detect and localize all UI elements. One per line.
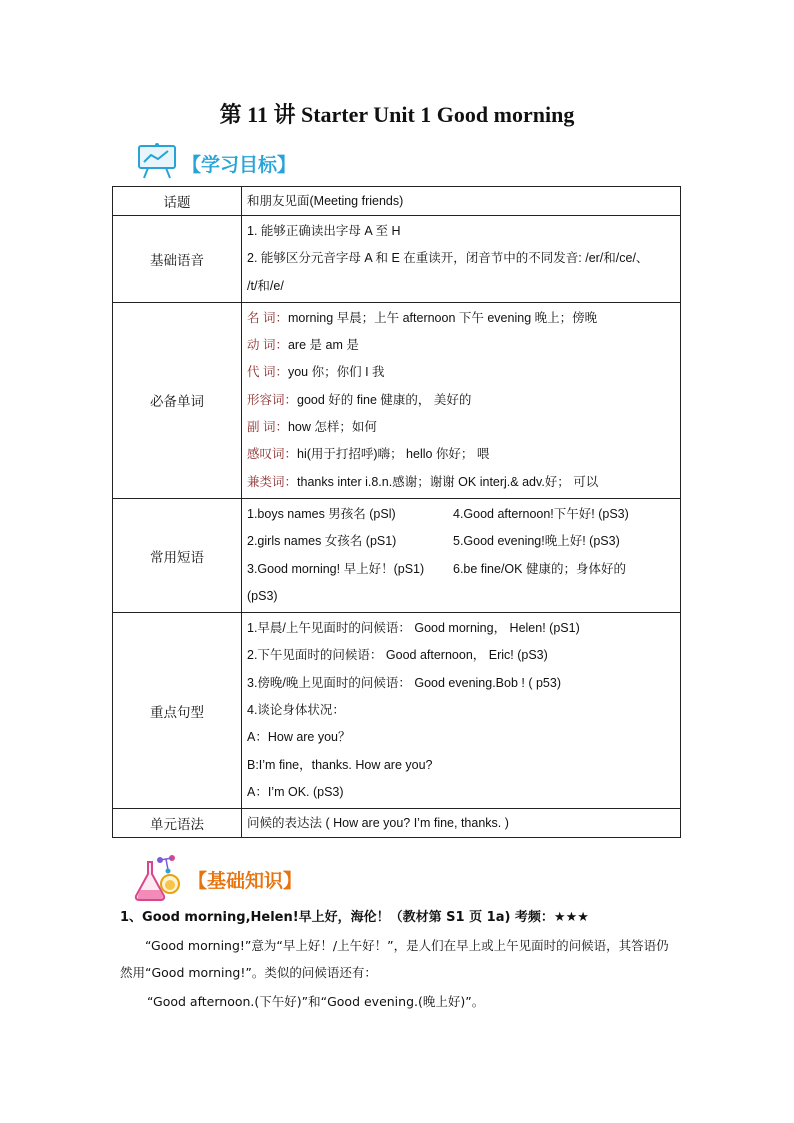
table-row xyxy=(113,809,681,838)
phrase-item: 1.boys names 男孩名 (pSl) xyxy=(247,506,396,521)
table-row xyxy=(113,216,681,303)
phrase-item: 6.be fine/OK 健康的；身体好的 xyxy=(453,561,626,576)
phonics-line: 2. 能够区分元音字母 A 和 E 在重读开，闭音节中的不同发音: /er/和/ce/、 xyxy=(247,251,649,266)
vocab-text: morning 早晨；上午 afternoon 下午 evening 晚上；傍晚 xyxy=(287,310,598,325)
sentence-line: B:I’m fine，thanks. How are you? xyxy=(247,757,433,772)
lab-flask-icon xyxy=(130,852,182,907)
pos-label: 兼类词： xyxy=(247,474,298,489)
sentence-line: 2.下午见面时的问候语： Good afternoon， Eric! (pS3) xyxy=(247,648,548,663)
table-row xyxy=(113,498,681,612)
knowledge-example: “Good afternoon.(下午好)”和“Good evening.(晚上好)”。 xyxy=(147,994,485,1009)
knowledge-point-title: 1、Good morning,Helen!早上好，海伦！（教材第 S1 页 1a) 考频：★★★ xyxy=(120,910,589,925)
pos-label: 代 词： xyxy=(247,365,288,380)
phrase-line xyxy=(247,528,676,555)
sentence-line: A：I’m OK. (pS3) xyxy=(247,784,344,799)
vocab-text: hi(用于打招呼)嗨； hello 你好； 喂 xyxy=(297,447,490,462)
phrase-item: 2.girls names 女孩名 (pS1) xyxy=(247,534,397,549)
phonics-line: /t/和/e/ xyxy=(247,278,284,293)
phrase-line: (pS3) xyxy=(247,588,278,603)
knowledge-paragraph: “Good morning!”意为“早上好！/上午好！”，是人们在早上或上午见面时的问候语，其答语仍然用“Good morning!”。类似的问候语还有： xyxy=(120,938,669,980)
basics-section-heading xyxy=(130,852,302,907)
vocab-text: thanks inter i.8.n.感谢；谢谢 OK interj.& adv.好； 可以 xyxy=(297,474,599,489)
goals-section-heading xyxy=(136,142,296,185)
vocab-text: are 是 am 是 xyxy=(287,338,359,353)
phonics-line: 1. 能够正确读出字母 A 至 H xyxy=(247,224,401,238)
sentence-line: A：How are you？ xyxy=(247,730,351,745)
sentence-line: 4.谈论身体状况： xyxy=(247,703,345,718)
vocab-text: you 你；你们 I 我 xyxy=(287,365,385,380)
basics-heading-label: 【基础知识】 xyxy=(188,870,303,892)
presentation-board-icon xyxy=(136,142,178,185)
pos-label: 名 词： xyxy=(247,310,288,325)
phrase-item: 4.Good afternoon!下午好! (pS3) xyxy=(453,506,629,521)
phrase-line xyxy=(247,501,676,528)
learning-goals-table xyxy=(112,186,681,838)
table-row xyxy=(113,187,681,216)
vocab-line xyxy=(247,305,676,332)
topic-value: 和朋友见面(Meeting friends) xyxy=(247,194,404,208)
vocab-line xyxy=(247,387,676,414)
phrase-item: 5.Good evening!晚上好! (pS3) xyxy=(453,534,620,549)
pos-label: 感叹词： xyxy=(247,447,298,462)
sentence-line: 3.傍晚/晚上见面时的问候语： Good evening.Bob ! ( p53) xyxy=(247,675,561,690)
vocab-line xyxy=(247,441,676,468)
pos-label: 动 词： xyxy=(247,338,288,353)
vocab-line xyxy=(247,414,676,441)
row-label-phrases: 常用短语 xyxy=(113,498,242,612)
pos-label: 形容词： xyxy=(247,392,298,407)
row-label-sentences: 重点句型 xyxy=(113,613,242,809)
pos-label: 副 词： xyxy=(247,420,288,435)
vocab-line xyxy=(247,359,676,386)
page-title: 第 11 讲 Starter Unit 1 Good morning xyxy=(219,102,575,127)
sentence-line: 1.早晨/上午见面时的问候语： Good morning， Helen! (pS1) xyxy=(247,621,580,636)
row-label-phonics: 基础语音 xyxy=(113,216,242,303)
vocab-text: good 好的 fine 健康的， 美好的 xyxy=(297,392,472,407)
row-label-grammar: 单元语法 xyxy=(113,809,242,838)
phrase-line xyxy=(247,556,676,583)
table-row xyxy=(113,613,681,809)
vocab-text: how 怎样；如何 xyxy=(287,420,377,435)
goals-heading-label: 【学习目标】 xyxy=(182,154,297,176)
row-label-topic: 话题 xyxy=(113,187,242,216)
grammar-value: 问候的表达法 ( How are you? I’m fine, thanks. ) xyxy=(247,816,509,831)
row-label-vocab: 必备单词 xyxy=(113,302,242,498)
phrase-item: 3.Good morning! 早上好！(pS1) xyxy=(247,561,425,576)
vocab-line xyxy=(247,332,676,359)
vocab-line xyxy=(247,469,676,496)
table-row xyxy=(113,302,681,498)
